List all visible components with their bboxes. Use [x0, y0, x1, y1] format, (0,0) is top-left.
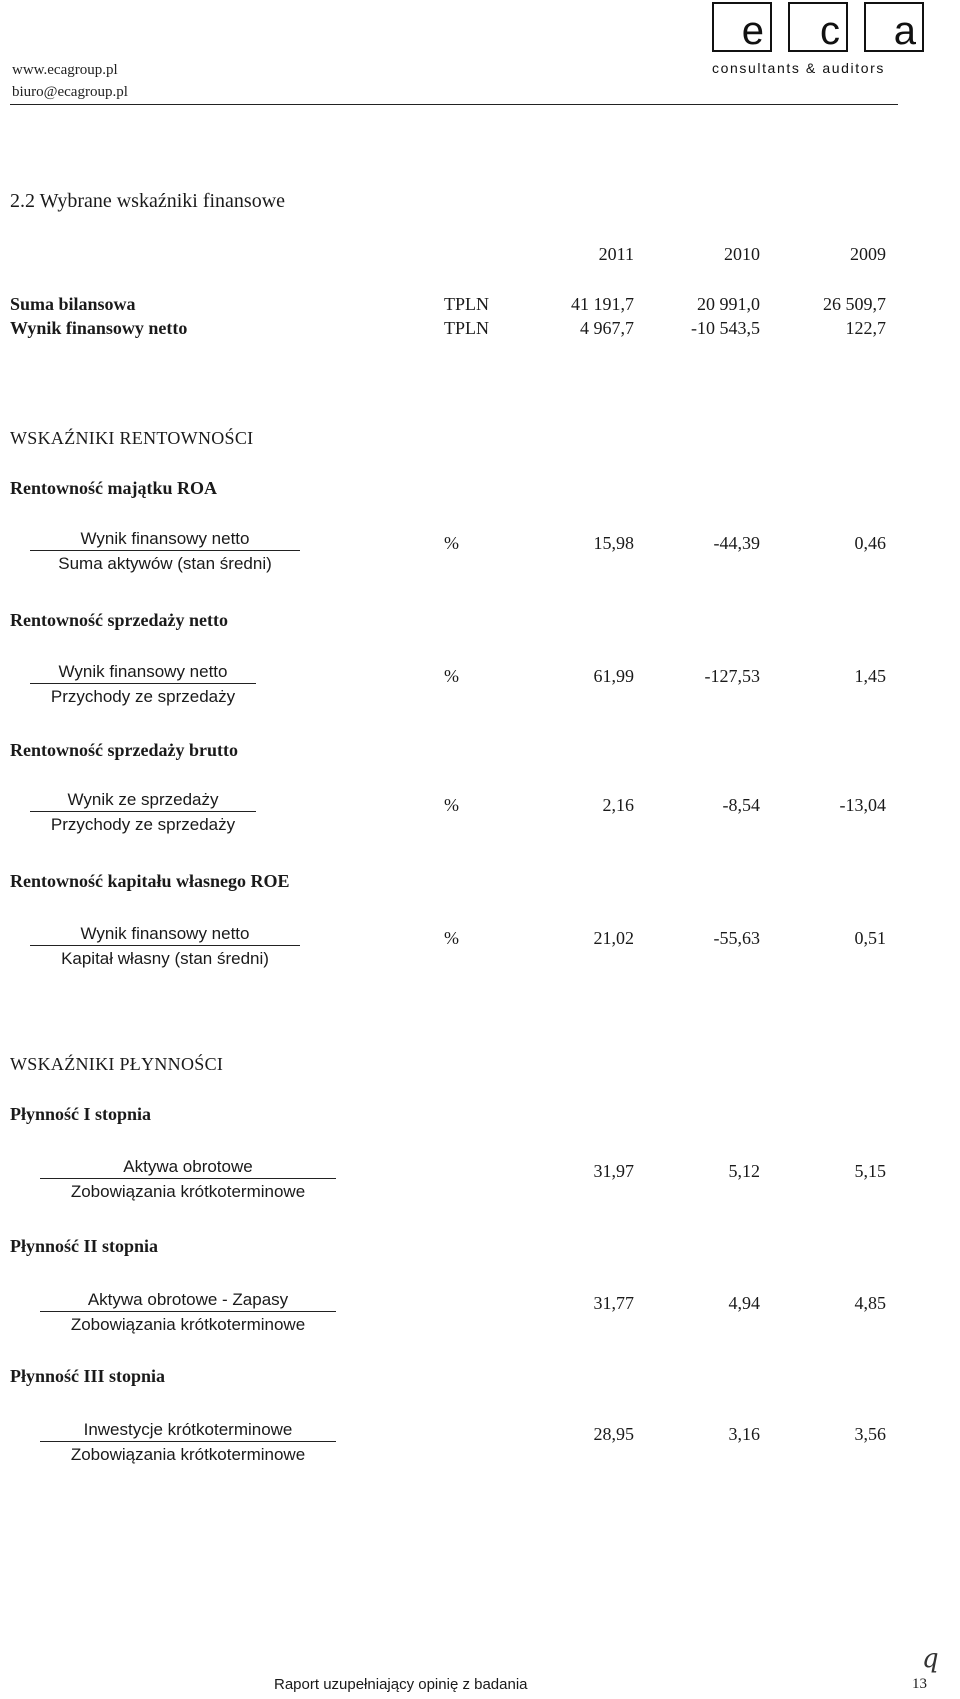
ratio-value-2011: 61,99	[593, 666, 634, 686]
ratio-value-2010: -127,53	[704, 666, 760, 686]
company-logo	[712, 2, 926, 56]
ratio-denominator: Zobowiązania krótkoterminowe	[70, 1445, 306, 1464]
ratio-value-2011: 2,16	[602, 795, 634, 815]
ratio-title: Płynność I stopnia	[10, 1104, 152, 1124]
logo-letter-e: e	[712, 2, 772, 52]
website-link[interactable]: www.ecagroup.pl	[12, 62, 118, 78]
ratio-value-2011: 15,98	[593, 533, 634, 553]
ratio-value-2011: 28,95	[593, 1424, 634, 1444]
ratio-numerator: Aktywa obrotowe	[40, 1157, 336, 1179]
summary-unit: TPLN	[444, 294, 489, 314]
handwritten-initials: q	[922, 1644, 939, 1674]
ratio-value-2011: 31,97	[593, 1161, 634, 1181]
ratio-value-2009: -13,04	[839, 795, 886, 815]
ratio-value-2010: -44,39	[713, 533, 760, 553]
ratio-numerator: Inwestycje krótkoterminowe	[40, 1420, 336, 1442]
summary-value-2010: -10 543,5	[691, 318, 760, 338]
ratio-unit: %	[444, 533, 459, 553]
ratio-numerator: Aktywa obrotowe - Zapasy	[40, 1290, 336, 1312]
ratio-title: Płynność II stopnia	[10, 1236, 159, 1256]
ratio-value-2009: 0,51	[854, 928, 886, 948]
ratio-unit: %	[444, 928, 459, 948]
ratio-title: Rentowność majątku ROA	[10, 478, 217, 498]
ratio-value-2011: 21,02	[593, 928, 634, 948]
ratio-title: Rentowność sprzedaży brutto	[10, 740, 238, 760]
footer-text: Raport uzupełniający opinię z badania	[274, 1676, 528, 1693]
summary-label: Wynik finansowy netto	[10, 318, 188, 338]
ratio-denominator: Przychody ze sprzedaży	[50, 687, 236, 706]
summary-value-2011: 41 191,7	[571, 294, 634, 314]
ratio-value-2009: 0,46	[854, 533, 886, 553]
year-2010: 2010	[724, 244, 760, 264]
logo-tagline: consultants & auditors	[712, 60, 885, 76]
ratio-numerator: Wynik finansowy netto	[30, 529, 300, 551]
ratio-denominator: Zobowiązania krótkoterminowe	[70, 1182, 306, 1201]
profitability-heading: WSKAŹNIKI RENTOWNOŚCI	[10, 428, 254, 448]
ratio-value-2010: -55,63	[713, 928, 760, 948]
ratio-value-2010: 4,94	[728, 1293, 760, 1313]
ratio-denominator: Suma aktywów (stan średni)	[58, 554, 272, 573]
ratio-denominator: Przychody ze sprzedaży	[50, 815, 236, 834]
liquidity-heading: WSKAŹNIKI PŁYNNOŚCI	[10, 1054, 224, 1074]
ratio-denominator: Kapitał własny (stan średni)	[61, 949, 269, 968]
ratio-value-2010: 5,12	[728, 1161, 760, 1181]
ratio-unit: %	[444, 666, 459, 686]
summary-label: Suma bilansowa	[10, 294, 136, 314]
ratio-title: Płynność III stopnia	[10, 1366, 166, 1386]
section-title: 2.2 Wybrane wskaźniki finansowe	[10, 190, 286, 212]
ratio-title: Rentowność sprzedaży netto	[10, 610, 228, 630]
email-link[interactable]: biuro@ecagroup.pl	[12, 84, 128, 100]
summary-value-2009: 26 509,7	[823, 294, 886, 314]
page-number: 13	[912, 1676, 927, 1692]
ratio-value-2009: 1,45	[854, 666, 886, 686]
ratio-value-2011: 31,77	[593, 1293, 634, 1313]
ratio-title: Rentowność kapitału własnego ROE	[10, 871, 290, 891]
ratio-value-2009: 4,85	[854, 1293, 886, 1313]
summary-value-2010: 20 991,0	[697, 294, 760, 314]
ratio-value-2009: 3,56	[854, 1424, 886, 1444]
summary-value-2011: 4 967,7	[580, 318, 634, 338]
ratio-value-2010: 3,16	[728, 1424, 760, 1444]
year-2011: 2011	[598, 244, 634, 264]
ratio-value-2010: -8,54	[722, 795, 760, 815]
ratio-denominator: Zobowiązania krótkoterminowe	[70, 1315, 306, 1334]
ratio-unit: %	[444, 795, 459, 815]
header-divider	[10, 104, 898, 105]
ratio-numerator: Wynik finansowy netto	[30, 924, 300, 946]
ratio-value-2009: 5,15	[854, 1161, 886, 1181]
logo-letter-c: c	[788, 2, 848, 52]
ratio-numerator: Wynik ze sprzedaży	[30, 790, 256, 812]
year-2009: 2009	[850, 244, 886, 264]
ratio-numerator: Wynik finansowy netto	[30, 662, 256, 684]
summary-value-2009: 122,7	[845, 318, 886, 338]
logo-letter-a: a	[864, 2, 924, 52]
summary-unit: TPLN	[444, 318, 489, 338]
